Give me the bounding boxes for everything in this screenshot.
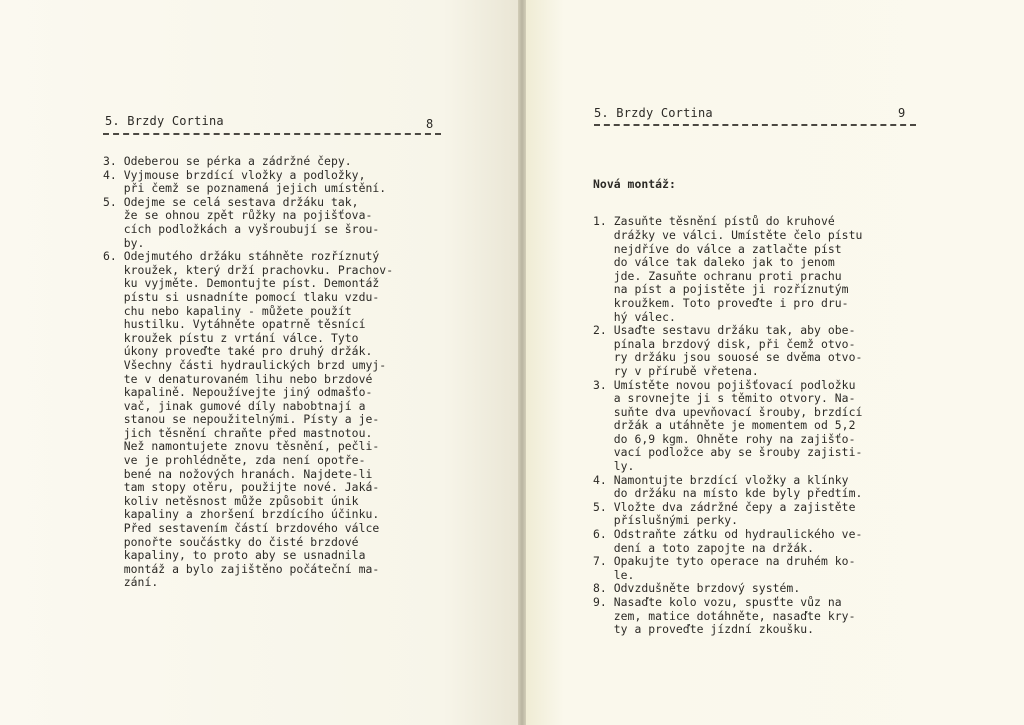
list-item-line: ly. bbox=[593, 459, 635, 474]
text-line: montáž a bylo zajištěno počáteční ma- bbox=[103, 561, 380, 576]
left-page-number: 8 bbox=[426, 117, 434, 131]
text-line: ku vyjměte. Demontujte píst. Demontáž bbox=[103, 276, 380, 291]
list-item-line: 1. Zasuňte těsnění pístů do kruhové bbox=[593, 214, 835, 229]
list-item-line: do držáku na místo kde byly předtím. bbox=[593, 486, 863, 501]
text-line: že se ohnou zpět růžky na pojišťova- bbox=[103, 208, 373, 223]
list-item-line: do válce tak daleko jak to jenom bbox=[593, 255, 835, 270]
text-line: ponořte součástky do čisté brzdové bbox=[103, 534, 359, 549]
list-item-line: nejdříve do válce a zatlačte píst bbox=[593, 241, 842, 256]
list-item bbox=[593, 555, 953, 582]
text-line: ve je prohlédněte, zda není opotře- bbox=[103, 453, 366, 468]
list-item-line: držák a utáhněte je momentem od 5,2 bbox=[593, 418, 856, 433]
text-line: zání. bbox=[103, 575, 159, 590]
list-item-line: ry držáku jsou souosé se dvěma otvo- bbox=[593, 350, 863, 365]
text-line: koliv netěsnost může způsobit únik bbox=[103, 493, 359, 508]
list-item-line: le. bbox=[593, 567, 635, 582]
book-gutter bbox=[518, 0, 526, 725]
list-item bbox=[593, 528, 953, 555]
list-item-line: hý válec. bbox=[593, 309, 676, 324]
text-line: při čemž se poznamená jejich umístění. bbox=[103, 181, 387, 196]
text-line: vač, jinak gumové díly nabobtnají a bbox=[103, 398, 366, 413]
text-line: te v denaturovaném lihu nebo brzdové bbox=[103, 371, 373, 386]
list-item bbox=[593, 474, 953, 501]
left-page-header: 5. Brzdy Cortina bbox=[105, 114, 224, 128]
right-page-body bbox=[593, 151, 953, 637]
text-line: tam stopy otěru, použijte nové. Jaká- bbox=[103, 480, 380, 495]
list-item-line: ry v přírubě vřetena. bbox=[593, 363, 759, 378]
text-line: kroužek pístu z vrtání válce. Tyto bbox=[103, 330, 359, 345]
list-item bbox=[593, 324, 953, 378]
text-line: cích podložkách a vyšroubují se šrou- bbox=[103, 221, 380, 236]
text-line: bené na nožových hranách. Najdete-li bbox=[103, 466, 373, 481]
list-item bbox=[593, 501, 953, 528]
list-item-line: 6. Odstraňte zátku od hydraulického ve- bbox=[593, 527, 863, 542]
text-line: úkony proveďte také pro druhý držák. bbox=[103, 344, 373, 359]
list-item-line: drážky ve válci. Umístěte čelo pístu bbox=[593, 227, 863, 242]
list-item-line: suňte dva upevňovací šrouby, brzdící bbox=[593, 404, 863, 419]
text-line: chu nebo kapaliny - můžete použít bbox=[103, 303, 352, 318]
list-item-line: pínala brzdový disk, při čemž otvo- bbox=[593, 336, 856, 351]
text-line: Než namontujete znovu těsnění, pečli- bbox=[103, 439, 380, 454]
list-item-line: na píst a pojistěte ji rozříznutým bbox=[593, 282, 849, 297]
list-item-line: jde. Zasuňte ochranu proti prachu bbox=[593, 268, 842, 283]
left-header-rule bbox=[103, 133, 441, 135]
list-item bbox=[593, 379, 953, 474]
text-line: Všechny části hydraulických brzd umyj- bbox=[103, 357, 387, 372]
text-line: 3. Odeberou se pérka a zádržné čepy. bbox=[103, 154, 352, 168]
list-item-line: vací podložce aby se šrouby zajisti- bbox=[593, 445, 863, 460]
text-line: kapaliny, to proto aby se usnadnila bbox=[103, 548, 366, 563]
list-item-line: 3. Umístěte novou pojišťovací podložku bbox=[593, 377, 856, 392]
list-item bbox=[593, 215, 953, 324]
list-item-line: dení a toto zapojte na držák. bbox=[593, 540, 815, 555]
list-item-line: 7. Opakujte tyto operace na druhém ko- bbox=[593, 554, 856, 569]
text-line: jich těsnění chraňte před mastnotou. bbox=[103, 425, 373, 440]
text-line: Před sestavením částí brzdového válce bbox=[103, 521, 380, 536]
list-item-line: 5. Vložte dva zádržné čepy a zajistěte bbox=[593, 499, 856, 514]
right-page-header: 5. Brzdy Cortina bbox=[594, 106, 713, 120]
list-item-line: příslušnými perky. bbox=[593, 513, 739, 528]
text-line: kroužek, který drží prachovku. Prachov- bbox=[103, 262, 394, 277]
list-item-line: do 6,9 kgm. Ohněte rohy na zajišťo- bbox=[593, 431, 856, 446]
list-item-line: ty a proveďte jízdní zkoušku. bbox=[593, 622, 815, 637]
list-item bbox=[593, 582, 953, 596]
list-item-line: kroužkem. Toto proveďte i pro dru- bbox=[593, 295, 849, 310]
text-line: pístu si usnadníte pomocí tlaku vzdu- bbox=[103, 289, 380, 304]
list-item bbox=[593, 596, 953, 637]
section-heading: Nová montáž: bbox=[593, 177, 676, 192]
text-line: 6. Odejmutého držáku stáhněte rozříznutý bbox=[103, 249, 380, 264]
text-line: stanou se nepoužitelnými. Písty a je- bbox=[103, 412, 380, 427]
list-item-line: 9. Nasaďte kolo vozu, spusťte vůz na bbox=[593, 595, 842, 609]
text-line: kapalině. Nepoužívejte jiný odmašťo- bbox=[103, 385, 373, 400]
left-page-body bbox=[103, 155, 483, 590]
list-item-line: 2. Usaďte sestavu držáku tak, aby obe- bbox=[593, 323, 856, 338]
text-line: hustilku. Vytáhněte opatrně těsnící bbox=[103, 317, 366, 332]
text-line: kapaliny a zhoršení brzdícího účinku. bbox=[103, 507, 380, 522]
list-item-line: 8. Odvzdušněte brzdový systém. bbox=[593, 581, 801, 596]
text-line: by. bbox=[103, 235, 145, 250]
right-page-number: 9 bbox=[898, 106, 906, 120]
list-item-line: 4. Namontujte brzdící vložky a klínky bbox=[593, 472, 849, 487]
list-item-line: zem, matice dotáhněte, nasaďte kry- bbox=[593, 608, 856, 623]
right-header-rule bbox=[594, 124, 916, 126]
text-line: 4. Vyjmouse brzdící vložky a podložky, bbox=[103, 167, 366, 182]
list-item-line: a srovnejte ji s těmito otvory. Na- bbox=[593, 391, 856, 406]
text-line: 5. Odejme se celá sestava držáku tak, bbox=[103, 194, 359, 209]
